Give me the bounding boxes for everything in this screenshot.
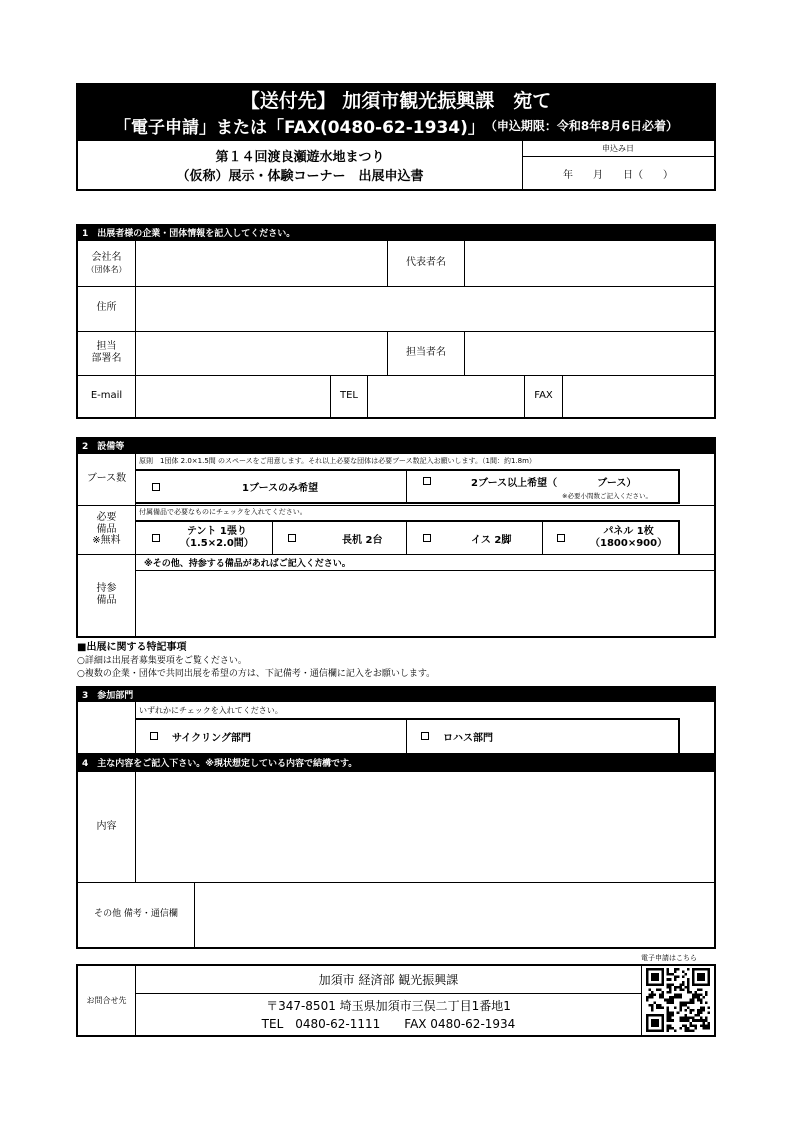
fax-label: FAX bbox=[534, 389, 553, 401]
equipment-text-1: 必要 bbox=[96, 512, 117, 524]
section2-table bbox=[76, 452, 716, 638]
contact-address: 〒347-8501 埼玉県加須市三俣二丁目1番地1 bbox=[266, 998, 511, 1013]
fax-input[interactable] bbox=[563, 376, 714, 417]
representative-label: 代表者名 bbox=[406, 257, 446, 269]
notes-line-2: ○複数の企業・団体で共同出展を希望の方は、下記備考・通信欄に記入をお願いします。 bbox=[77, 669, 436, 679]
equipment-chair[interactable] bbox=[423, 524, 541, 552]
booth-note: 原則 1団体 2.0×1.5間 のスペースをご用意します。それ以上必要な団体は必要ブース数記入お願いします。（1間：約1.8m） bbox=[139, 457, 536, 465]
email-label: E-mail bbox=[90, 389, 123, 401]
qr-caption: 電子申請はこちら bbox=[641, 954, 697, 962]
cycling-option-label: サイクリング部門 bbox=[172, 732, 251, 744]
bring-items-input[interactable] bbox=[136, 571, 714, 636]
checkbox-icon[interactable] bbox=[152, 483, 160, 491]
header-banner bbox=[76, 83, 716, 141]
header-recipient: 【送付先】 加須市観光振興課 宛て bbox=[240, 89, 552, 112]
address-input[interactable] bbox=[136, 287, 714, 331]
tent-text-1: テント 1張り bbox=[186, 526, 247, 537]
panel-text-1: パネル 1枚 bbox=[603, 526, 654, 537]
checkbox-icon[interactable] bbox=[423, 534, 431, 542]
booth-option-one-label: 1ブースのみ希望 bbox=[242, 483, 319, 494]
equipment-desk-label: 長机 2台 bbox=[342, 534, 383, 546]
equipment-text-2: 備品 bbox=[96, 523, 117, 535]
bring-items-note: ※その他、持参する備品があればご記入ください。 bbox=[144, 559, 351, 569]
contact-label: お問合せ先 bbox=[86, 995, 127, 1005]
equipment-tent-label bbox=[180, 526, 254, 550]
equipment-note: 付属備品で必要なものにチェックを入れてください。 bbox=[139, 508, 307, 516]
representative-input[interactable] bbox=[465, 241, 714, 286]
notes-line-1: ○詳細は出展者募集要項をご覧ください。 bbox=[77, 656, 247, 666]
submission-method-text: 「電子申請」または「FAX(0480-62-1934)」 bbox=[114, 117, 485, 138]
bring-text-2: 備品 bbox=[96, 595, 117, 606]
equipment-tent[interactable] bbox=[152, 524, 270, 552]
tent-text-2: （1.5×2.0間） bbox=[180, 538, 254, 549]
section4-heading: 4 主な内容をご記入下さい。※現状想定している内容で結構です。 bbox=[76, 754, 716, 770]
other-remarks-label: その他 備考・通信欄 bbox=[94, 908, 178, 919]
section4-table bbox=[76, 770, 716, 949]
content-input[interactable] bbox=[136, 772, 714, 882]
header-submission-method bbox=[76, 113, 716, 137]
equipment-panel[interactable] bbox=[557, 524, 677, 552]
tel-input[interactable] bbox=[368, 376, 524, 417]
qr-code-graphic bbox=[646, 968, 710, 1032]
checkbox-icon[interactable] bbox=[421, 732, 429, 740]
checkbox-icon[interactable] bbox=[152, 534, 160, 542]
email-input[interactable] bbox=[136, 376, 330, 417]
bring-items-label bbox=[78, 554, 135, 636]
application-date-label: 申込み日 bbox=[602, 144, 634, 153]
lohas-option[interactable] bbox=[421, 724, 621, 748]
address-label: 住所 bbox=[96, 302, 117, 314]
equipment-desk[interactable] bbox=[288, 524, 406, 552]
checkbox-icon[interactable] bbox=[423, 477, 431, 485]
booth-count-note: ※必要小間数ご記入ください。 bbox=[562, 492, 652, 500]
company-name-text: 会社名 bbox=[91, 252, 122, 264]
notes-title: ■出展に関する特記事項 bbox=[77, 642, 187, 653]
booth-option-multiple-label: 2ブース以上希望（ ブース） bbox=[471, 477, 637, 489]
deadline-text: （申込期限：令和8年8月6日必着） bbox=[484, 118, 678, 133]
section3-note: いずれかにチェックを入れてください。 bbox=[139, 706, 283, 715]
booth-option-multiple[interactable] bbox=[423, 471, 678, 491]
tel-label: TEL bbox=[340, 389, 358, 401]
lohas-option-label: ロハス部門 bbox=[443, 732, 493, 744]
contact-phone-fax: TEL 0480-62-1111 FAX 0480-62-1934 bbox=[261, 1016, 516, 1031]
section2-heading: 2 設備等 bbox=[76, 437, 716, 453]
booth-option-one[interactable] bbox=[152, 471, 412, 502]
checkbox-icon[interactable] bbox=[150, 732, 158, 740]
department-input[interactable] bbox=[136, 332, 387, 375]
panel-text-2: （1800×900） bbox=[590, 538, 668, 549]
form-title-box bbox=[76, 139, 716, 191]
contact-person-input[interactable] bbox=[465, 332, 714, 375]
cycling-option[interactable] bbox=[150, 724, 350, 748]
department-label bbox=[78, 331, 135, 375]
application-date-field[interactable]: 年 月 日（ ） bbox=[563, 169, 673, 181]
qr-code-icon[interactable] bbox=[646, 968, 710, 1032]
contact-department: 加須市 経済部 観光振興課 bbox=[318, 973, 459, 987]
department-text-2: 部署名 bbox=[91, 353, 122, 364]
checkbox-icon[interactable] bbox=[288, 534, 296, 542]
other-remarks-input[interactable] bbox=[195, 883, 714, 947]
content-label: 内容 bbox=[96, 820, 117, 832]
contact-box bbox=[76, 964, 716, 1037]
equipment-panel-label bbox=[590, 526, 667, 550]
section3-table bbox=[76, 702, 716, 755]
booth-count-label: ブース数 bbox=[86, 473, 127, 485]
company-name-subtext: （団体名） bbox=[86, 264, 127, 274]
bring-text-1: 持参 bbox=[96, 582, 117, 594]
checkbox-icon[interactable] bbox=[557, 534, 565, 542]
section3-heading: 3 参加部門 bbox=[76, 686, 716, 702]
form-title-1: 第１４回渡良瀬遊水地まつり bbox=[215, 149, 385, 165]
department-text-1: 担当 bbox=[96, 340, 117, 352]
form-title-2: （仮称）展示・体験コーナー 出展申込書 bbox=[176, 168, 424, 184]
equipment-label bbox=[78, 505, 135, 554]
equipment-text-3: ※無料 bbox=[92, 535, 121, 547]
section1-heading: 1 出展者様の企業・団体情報を記入してください。 bbox=[76, 224, 716, 240]
company-name-input[interactable] bbox=[136, 241, 387, 286]
contact-person-label: 担当者名 bbox=[406, 346, 446, 358]
section1-table bbox=[76, 239, 716, 419]
company-name-label bbox=[78, 241, 135, 286]
equipment-chair-label: イス 2脚 bbox=[471, 534, 512, 546]
